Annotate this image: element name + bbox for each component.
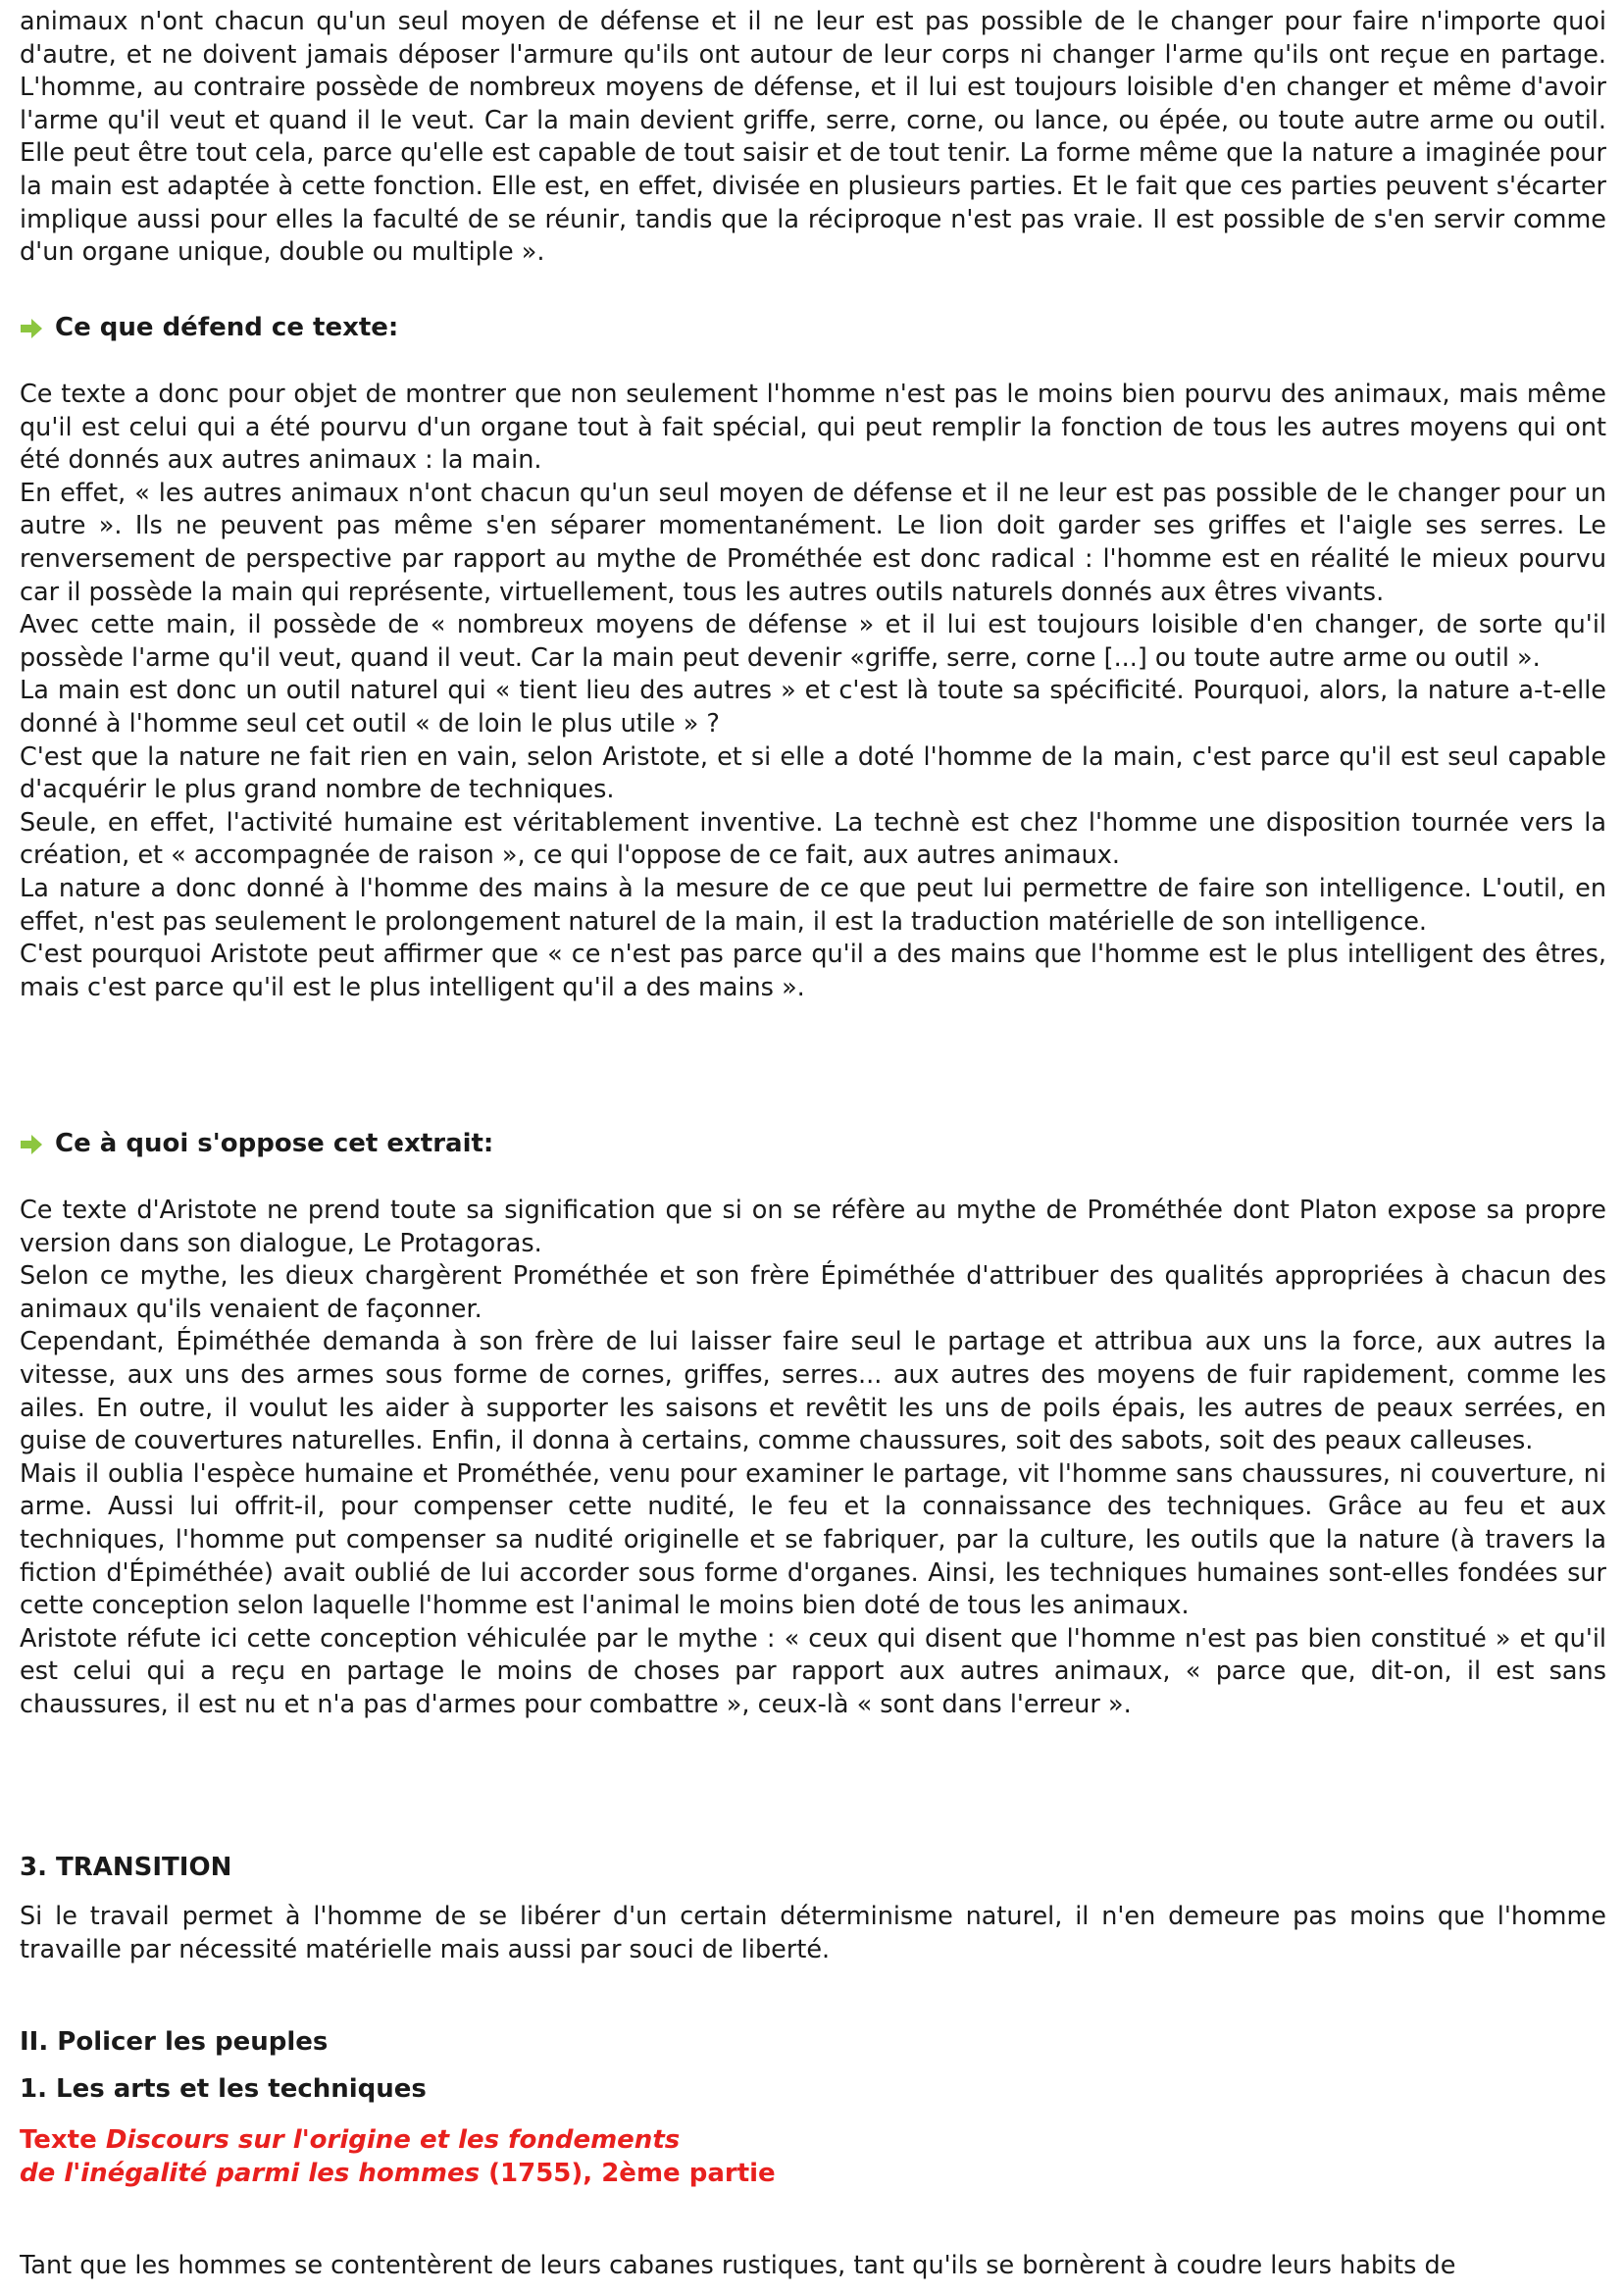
work-title-line1: Discours sur l'origine et les fondements: [105, 2125, 681, 2155]
work-title-line2: de l'inégalité parmi les hommes: [20, 2158, 481, 2188]
intro-paragraph: animaux n'ont chacun qu'un seul moyen de défense et il ne leur est pas possible de le changer pour faire n'importe quoi d'autre, et ne doivent jamais déposer l'armure qu'ils ont autour de leur corps ni changer l'arme qu'ils ont reçue en partage. L'homme, au contraire possède de nombreux moyens de défense, et il lui est toujours loisible d'en changer et même d'avoir l'arme qu'il veut et quand il le veut. Car la main devient griffe, serre, corne, ou lance, ou épée, ou toute autre arme ou outil. Elle peut être tout cela, parce qu'elle est capable de tout saisir et de tout tenir. La forme même que la nature a imaginée pour la main est adaptée à cette fonction. Elle est, en effet, divisée en plusieurs parties. Et le fait que ces parties peuvent s'écarter implique aussi pour elles la faculté de se réunir, tandis que la réciproque n'est pas vraie. Il est possible de s'en servir comme d'un organe unique, double ou multiple ».: [20, 7, 1606, 268]
paragraph: Ce texte d'Aristote ne prend toute sa signification que si on se réfère au mythe de Prométhée dont Platon expose sa propre version dans son dialogue, Le Protagoras.: [20, 1196, 1606, 1258]
section-heading-oppose: [20, 1128, 493, 1161]
section-body-defend: [20, 379, 1606, 1004]
part-heading: II. Policer les peuples: [20, 2027, 329, 2057]
paragraph: C'est pourquoi Aristote peut affirmer que « ce n'est pas parce qu'il a des mains que l'homme est le plus intelligent des êtres, mais c'est parce qu'il est le plus intelligent qu'il a des mains ».: [20, 940, 1606, 1002]
work-title-suffix: (1755), 2ème partie: [488, 2158, 776, 2188]
paragraph: En effet, « les autres animaux n'ont chacun qu'un seul moyen de défense et il ne leur est pas possible de le changer pour un autre ». Ils ne peuvent pas même s'en séparer momentanément. Le lion doit garder ses griffes et l'aigle ses serres. Le renversement de perspective par rapport au mythe de Prométhée est donc radical : l'homme est en réalité le mieux pourvu car il possède la main qui représente, virtuellement, tous les autres outils naturels donnés aux êtres vivants.: [20, 478, 1606, 607]
text-reference: [20, 2124, 1606, 2190]
subsection-heading: 1. Les arts et les techniques: [20, 2074, 427, 2104]
paragraph: Aristote réfute ici cette conception véhiculée par le mythe : « ceux qui disent que l'homme n'est pas bien constitué » et qu'il est celui qui a reçu en partage le moins de choses par rapport aux autres animaux, « parce que, dit-on, il est sans chaussures, il est nu et n'a pas d'armes pour combattre », ceux-là « sont dans l'erreur ».: [20, 1623, 1606, 1719]
arrow-right-icon: [20, 1134, 43, 1155]
paragraph: Avec cette main, il possède de « nombreux moyens de défense » et il lui est toujours loisible d'en changer, de sorte qu'il possède l'arme qu'il veut, quand il veut. Car la main peut devenir «griffe, serre, corne [...] ou toute autre arme ou outil ».: [20, 610, 1606, 673]
paragraph: La main est donc un outil naturel qui « tient lieu des autres » et c'est là toute sa spécificité. Pourquoi, alors, la nature a-t-elle donné à l'homme seul cet outil « de loin le plus utile » ?: [20, 676, 1606, 739]
final-text-line: Tant que les hommes se contentèrent de leurs cabanes rustiques, tant qu'ils se bornèrent à coudre leurs habits de: [20, 2251, 1456, 2280]
paragraph: La nature a donc donné à l'homme des mains à la mesure de ce que peut lui permettre de faire son intelligence. L'outil, en effet, n'est pas seulement le prolongement naturel de la main, il est la traduction matérielle de son intelligence.: [20, 873, 1606, 937]
paragraph: Cependant, Épiméthée demanda à son frère de lui laisser faire seul le partage et attribua aux uns la force, aux autres la vitesse, aux uns des armes sous forme de cornes, griffes, serres... aux autres des moyens de fuir rapidement, comme les ailes. En outre, il voulut les aider à supporter les saisons et revêtit les uns de poils épais, les autres de peaux serrées, en guise de couvertures naturelles. Enfin, il donna à certains, comme chaussures, soit des sabots, soit des peaux calleuses.: [20, 1327, 1606, 1456]
text-label: Texte: [20, 2125, 97, 2155]
paragraph: Seule, en effet, l'activité humaine est véritablement inventive. La technè est chez l'homme une disposition tournée vers la création, et « accompagnée de raison », ce qui l'oppose de ce fait, aux autres animaux.: [20, 807, 1606, 871]
transition-heading: 3. TRANSITION: [20, 1853, 232, 1882]
paragraph: C'est que la nature ne fait rien en vain, selon Aristote, et si elle a doté l'homme de la main, c'est parce qu'il est seul capable d'acquérir le plus grand nombre de techniques.: [20, 741, 1606, 805]
section-heading-label: Ce que défend ce texte:: [55, 313, 399, 342]
transition-text: Si le travail permet à l'homme de se libérer d'un certain déterminisme naturel, il n'en demeure pas moins que l'homme travaille par nécessité matérielle mais aussi par souci de liberté.: [20, 1902, 1606, 1964]
paragraph: Selon ce mythe, les dieux chargèrent Prométhée et son frère Épiméthée d'attribuer des qualités appropriées à chacun des animaux qu'ils venaient de façonner.: [20, 1261, 1606, 1324]
paragraph: Mais il oublia l'espèce humaine et Prométhée, venu pour examiner le partage, vit l'homme sans chaussures, ni couverture, ni arme. Aussi lui offrit-il, pour compenser cette nudité, le feu et la connaissance des techniques. Grâce au feu et aux techniques, l'homme put compenser sa nudité originelle et se fabriquer, par la culture, les outils que la nature (à travers la fiction d'Épiméthée) avait oublié de lui accorder sous forme d'organes. Ainsi, les techniques humaines sont-elles fondées sur cette conception selon laquelle l'homme est l'animal le moins bien doté de tous les animaux.: [20, 1458, 1606, 1621]
section-body-oppose: [20, 1195, 1606, 1722]
arrow-right-icon: [20, 318, 43, 339]
paragraph: Ce texte a donc pour objet de montrer que non seulement l'homme n'est pas le moins bien pourvu des animaux, mais même qu'il est celui qui a été pourvu d'un organe tout à fait spécial, qui peut remplir la fonction de tous les autres moyens qui ont été donnés aux autres animaux : la main.: [20, 380, 1606, 476]
section-heading-label: Ce à quoi s'oppose cet extrait:: [55, 1129, 494, 1158]
section-heading-defend: [20, 312, 398, 345]
